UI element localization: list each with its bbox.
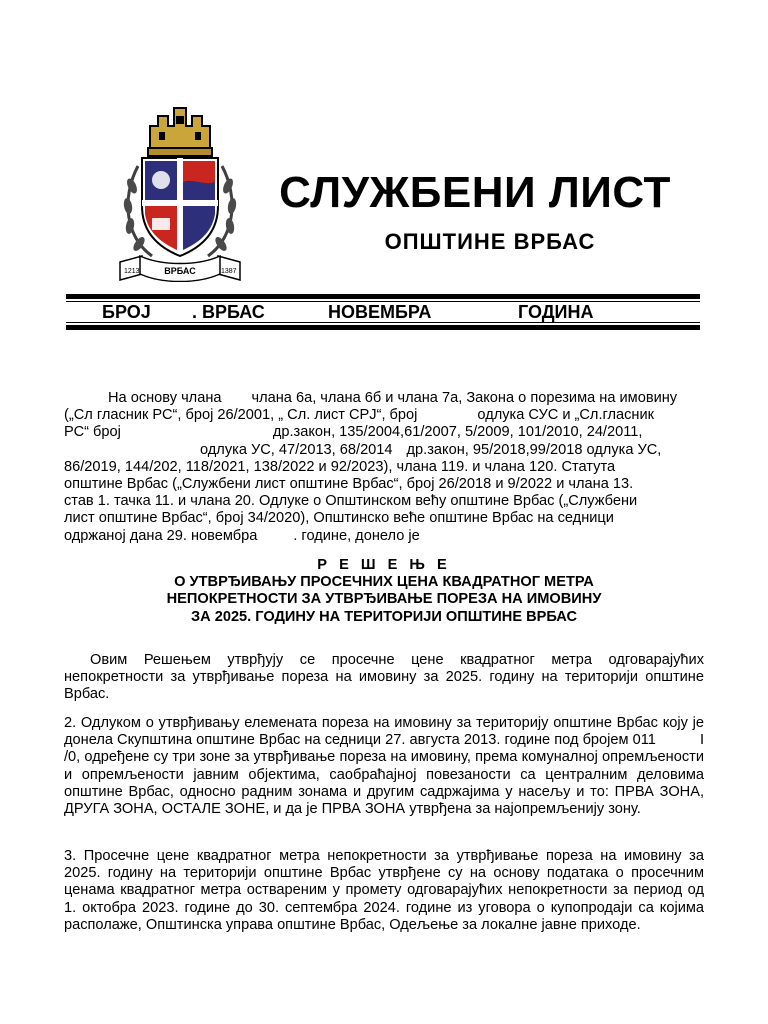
rule-bottom-thick [66, 325, 700, 330]
intro-line-6: општине Врбас („Службени лист општине Врбас“, број 26/2018 и 9/2022 и члана 13. [64, 476, 634, 493]
gazette-subtitle: ОПШТИНЕ ВРБАС [384, 229, 596, 254]
section-3-text: 3. Просечне цене квадратног метра непокретности за утврђивање пореза на имовину за 2025. годину на територији општине Врбас утврђене су на основу података о просечним ценама квадратног метра оствареним у промету одговарајућих непокретности за период од 1. октобра 2023. године до 30. септембра 2024. године из уговора о купопродаји са којима располаже, Општинска управа општине Врбас, Одељење за локалне јавне приходе. [64, 848, 704, 933]
issue-month: НОВЕМБРА [328, 302, 432, 322]
section-1-text: Овим Решењем утврђују се просечне цене квадратног метра одговарајућих непокретности за утврђивање пореза на имовину за 2025. годину на територији општине Врбас. [64, 652, 704, 703]
issue-number-label: БРОЈ [102, 302, 151, 322]
intro-line-3b: др.закон, 135/2004,61/2007, 5/2009, 101/2010, 24/2011, [272, 424, 643, 441]
issue-year-label: ГОДИНА [518, 302, 594, 322]
issue-bar [66, 302, 700, 322]
intro-line-9b: . године, донело је [293, 527, 420, 544]
intro-line-2a: („Сл гласник РС“, број 26/2001, „ Сл. лист СРЈ“, број [64, 407, 418, 424]
section-2-paragraph [64, 715, 704, 818]
intro-line-2b: одлука СУС и „Сл.гласник [477, 407, 655, 424]
decision-title-line-1: О УТВРЂИВАЊУ ПРОСЕЧНИХ ЦЕНА КВАДРАТНОГ МЕТРА [174, 574, 594, 591]
crest-name: ВРБАС [164, 266, 196, 276]
rule-bottom-thin [66, 322, 700, 323]
section-2-text-a: 2. Одлуком о утврђивању елемената пореза на имовину за територију општине Врбас коју је донела Скупштина општине Врбас на седници 27. августа 2013. године под бројем 011 [64, 715, 704, 749]
legal-basis-paragraph [64, 390, 704, 545]
issue-city: . ВРБАС [192, 302, 265, 322]
coat-of-arms-icon [112, 96, 248, 282]
section-2-text-b: I /0, одређене су три зоне за утврђивање пореза на имовину, према комуналној опремљености и опремљености јавним објектима, саобраћајној повезаности са централним деловима општине Врбас, односно радним зонама и другим садржајима у насељу и то: ПРВА ЗОНА, ДРУГА ЗОНА, ОСТАЛЕ ЗОНЕ, и да је ПРВА ЗОНА утврђена за најопремљенију зону. [64, 732, 704, 818]
intro-line-4a: одлука УС, 47/2013, 68/2014 [200, 441, 393, 458]
intro-line-1b: члана 6а, члана 6б и члана 7а, Закона о порезима на имовину [251, 390, 678, 406]
section-1-paragraph [64, 652, 704, 704]
intro-line-9a: одржаној дана 29. новембра [64, 527, 258, 544]
decision-word: Р Е Ш Е Њ Е [317, 557, 451, 573]
rule-top-thick [66, 294, 700, 299]
decision-heading [64, 557, 704, 626]
decision-title-line-3: ЗА 2025. ГОДИНУ НА ТЕРИТОРИЈИ ОПШТИНЕ ВРБАС [190, 608, 578, 625]
intro-line-8: лист општине Врбас“, број 34/2020), Општинско веће општине Врбас на седници [64, 510, 614, 527]
intro-line-7: став 1. тачка 11. и члана 20. Одлуке о Општинском већу општине Врбас („Службени [64, 493, 638, 510]
crest-year-right: 1387 [221, 268, 237, 275]
intro-line-5: 86/2019, 144/202, 118/2021, 138/2022 и 92/2023), члана 119. и члана 120. Статута [64, 458, 616, 475]
decision-title-line-2: НЕПОКРЕТНОСТИ ЗА УТВРЂИВАЊЕ ПОРЕЗА НА ИМОВИНУ [166, 591, 602, 608]
crest-year-left: 1213 [124, 268, 140, 275]
intro-line-4b: др.закон, 95/2018,99/2018 одлука УС, [406, 441, 662, 458]
intro-line-1a: На основу члана [108, 390, 222, 406]
gazette-title: СЛУЖБЕНИ ЛИСТ [279, 168, 671, 217]
intro-line-3a: РС“ број [64, 424, 121, 441]
section-3-paragraph [64, 848, 704, 934]
